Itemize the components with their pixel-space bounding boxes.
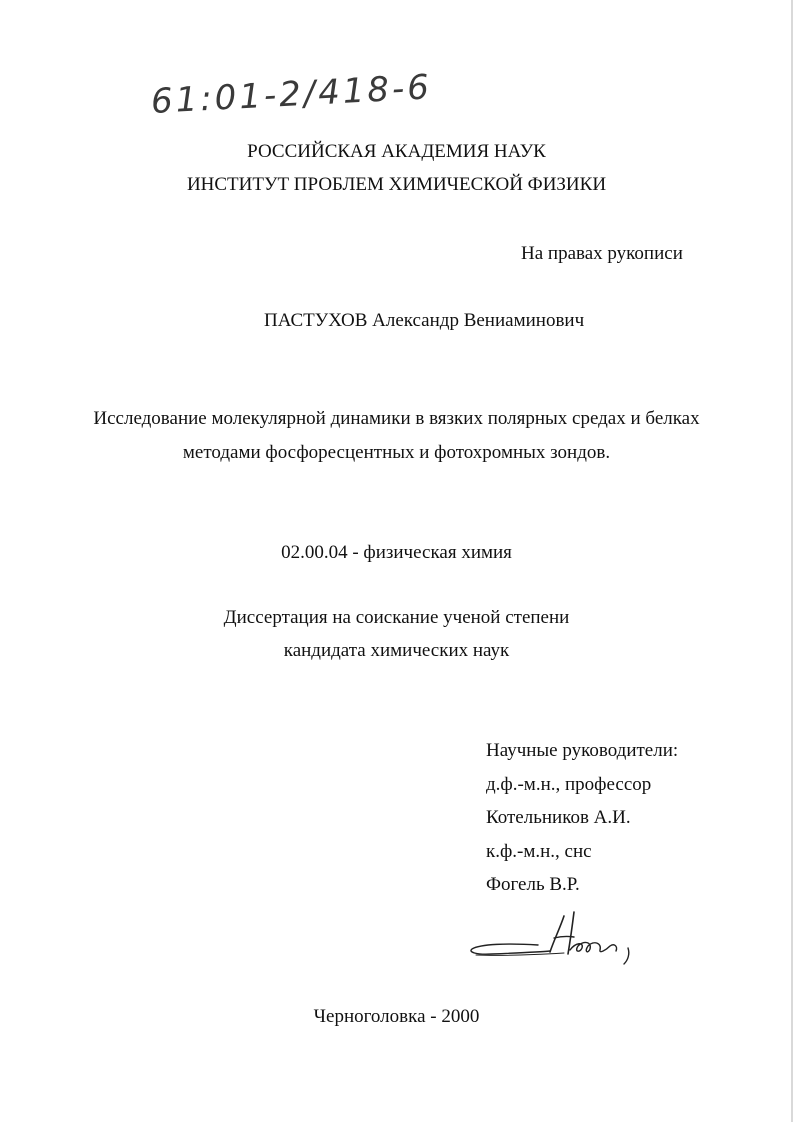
academy-heading: РОССИЙСКАЯ АКАДЕМИЯ НАУК [247,141,546,162]
degree-line-1: Диссертация на соискание ученой степени [223,607,570,628]
supervisor-1-name: Котельников А.И. [486,807,631,828]
supervisor-2-degree: к.ф.-м.н., снс [486,841,592,862]
author-name: ПАСТУХОВ Александр Вениаминович [264,310,585,331]
manuscript-note: На правах рукописи [521,243,683,264]
place-and-year: Черноголовка - 2000 [313,1006,480,1027]
supervisor-1-degree: д.ф.-м.н., профессор [486,774,652,795]
institute-heading: ИНСТИТУТ ПРОБЛЕМ ХИМИЧЕСКОЙ ФИЗИКИ [186,174,607,195]
handwritten-archive-code: 61:01-2/418-6 [150,67,433,122]
specialty-code: 02.00.04 - физическая химия [281,542,512,563]
handwritten-signature [468,908,644,968]
thesis-title-line-2: методами фосфоресцентных и фотохромных зондов. [182,442,611,463]
degree-line-2: кандидата химических наук [283,640,510,661]
thesis-title-line-1: Исследование молекулярной динамики в вязких полярных средах и белках [93,408,700,429]
supervisors-heading: Научные руководители: [486,740,679,761]
supervisor-2-name: Фогель В.Р. [486,874,580,895]
